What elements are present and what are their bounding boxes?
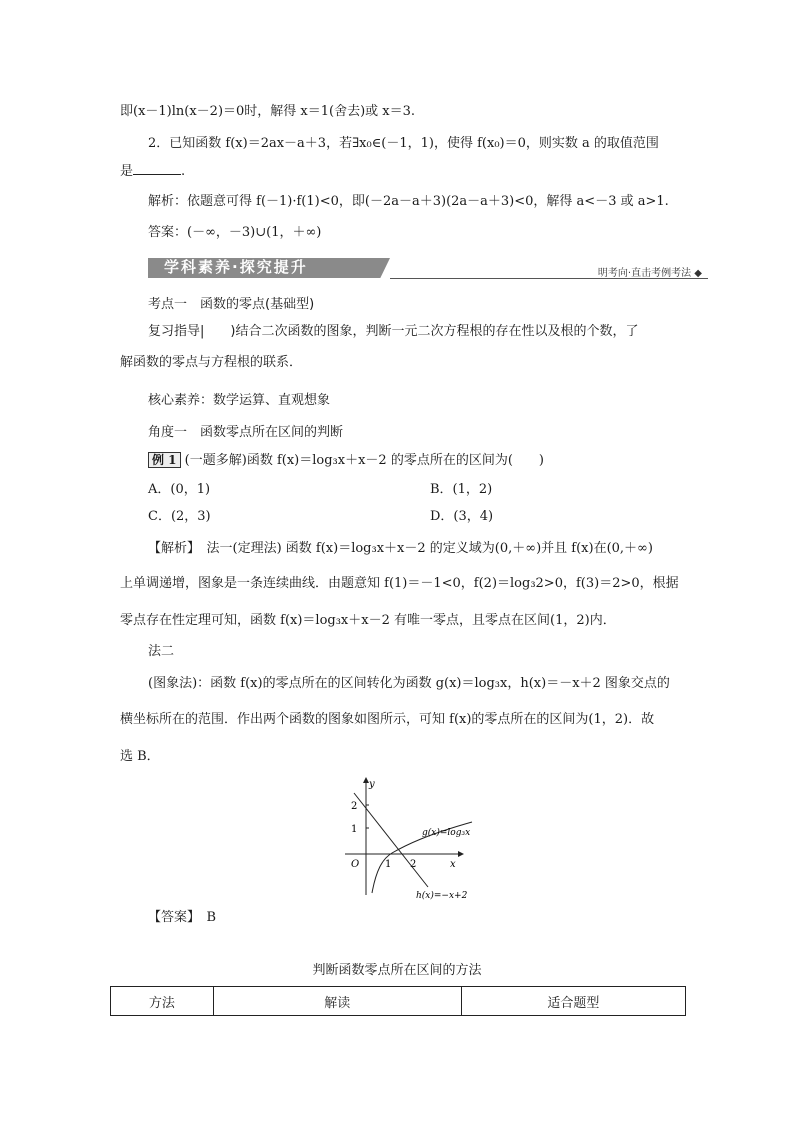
core-literacy: 核心素养：数学运算、直观想象 (148, 393, 331, 408)
angle-heading: 角度一 函数零点所在区间的判断 (148, 425, 344, 440)
x-tick-2: 2 (410, 859, 417, 870)
option-c: C．(2，3) (148, 509, 211, 524)
table-title: 判断函数零点所在区间的方法 (312, 963, 482, 978)
method-2-line-1: (图象法)：函数 f(x)的零点所在的区间转化为函数 g(x)＝log₃x，h(x)＝－x＋2 图象交点的 (148, 676, 670, 691)
y-tick-2: 2 (351, 801, 358, 812)
table-header-method: 方法 (111, 987, 214, 1015)
diamond-icon: ◆ (694, 268, 702, 279)
banner-subtitle: 明考向·直击考例考法 ◆ (597, 268, 702, 279)
methods-table-header (110, 986, 686, 1016)
example-1 (148, 452, 544, 470)
problem-2-continued (120, 162, 185, 181)
analysis-line-2: 上单调递增，图象是一条连续曲线．由题意知 f(1)＝－1<0，f(2)＝log₃2>0，f(3)＝2>0，根据 (120, 576, 679, 591)
problem-2-text: 2．已知函数 f(x)＝2ax－a＋3，若∃x₀∈(－1，1)，使得 f(x₀)＝0，则实数 a 的取值范围 (148, 136, 659, 151)
problem-2-prefix: 是 (120, 164, 134, 179)
x-axis-arrow (458, 851, 464, 857)
h-line (354, 793, 428, 887)
section-banner (148, 254, 708, 280)
option-a: A．(0，1) (148, 482, 211, 497)
option-d: D．(3，4) (430, 509, 494, 524)
review-guide-line-1: 复习指导| )结合二次函数的图象，判断一元二次方程根的存在性以及根的个数，了 (148, 324, 639, 339)
method-2-label: 法二 (148, 644, 175, 659)
review-guide-line-2: 解函数的零点与方程根的联系． (120, 355, 303, 370)
problem-2-analysis: 解析：依题意可得 f(－1)·f(1)<0，即(－2a－a＋3)(2a－a＋3)<0，解得 a<－3 或 a>1. (148, 194, 669, 209)
paragraph-solution-end: 即(x－1)ln(x－2)＝0时，解得 x＝1(舍去)或 x＝3. (120, 104, 416, 119)
banner-title: 学科素养·探究提升 (164, 258, 308, 276)
table-header-question-type: 适合题型 (547, 995, 600, 1011)
x-axis-label: x (450, 859, 456, 870)
kaodian-heading: 考点一 函数的零点(基础型) (148, 297, 315, 312)
table-header-interpretation: 解读 (214, 987, 462, 1015)
analysis-line-1: 【解析】 法一(定理法) 函数 f(x)＝log₃x＋x－2 的定义域为(0,＋∞)并且 f(x)在(0,＋∞) (148, 541, 653, 556)
x-tick-1: 1 (385, 859, 392, 870)
analysis-line-3: 零点存在性定理可知，函数 f(x)＝log₃x＋x－2 有唯一零点，且零点在区间(1，2)内． (120, 613, 616, 628)
answer-label: 【答案】 B (148, 910, 217, 925)
option-b: B．(1，2) (430, 482, 493, 497)
problem-2-answer: 答案：(－∞，－3)∪(1，＋∞) (148, 225, 322, 240)
origin-label: O (351, 859, 360, 870)
h-line-label: h(x)=−x+2 (416, 891, 468, 900)
g-curve-label: g(x)=log₃x (422, 828, 471, 838)
example-text: (一题多解)函数 f(x)＝log₃x＋x－2 的零点所在的区间为( ) (184, 453, 544, 468)
method-2-line-3: 选 B． (120, 749, 160, 764)
method-2-line-2: 横坐标所在的范围．作出两个函数的图象如图所示，可知 f(x)的零点所在的区间为(1，2)．故 (120, 712, 655, 727)
problem-2-period: . (181, 164, 186, 179)
y-tick-1: 1 (351, 824, 358, 835)
function-graph-figure (340, 775, 480, 900)
y-axis-label: y (369, 779, 375, 790)
example-badge: 例 1 (148, 452, 181, 468)
answer-blank (133, 162, 181, 175)
